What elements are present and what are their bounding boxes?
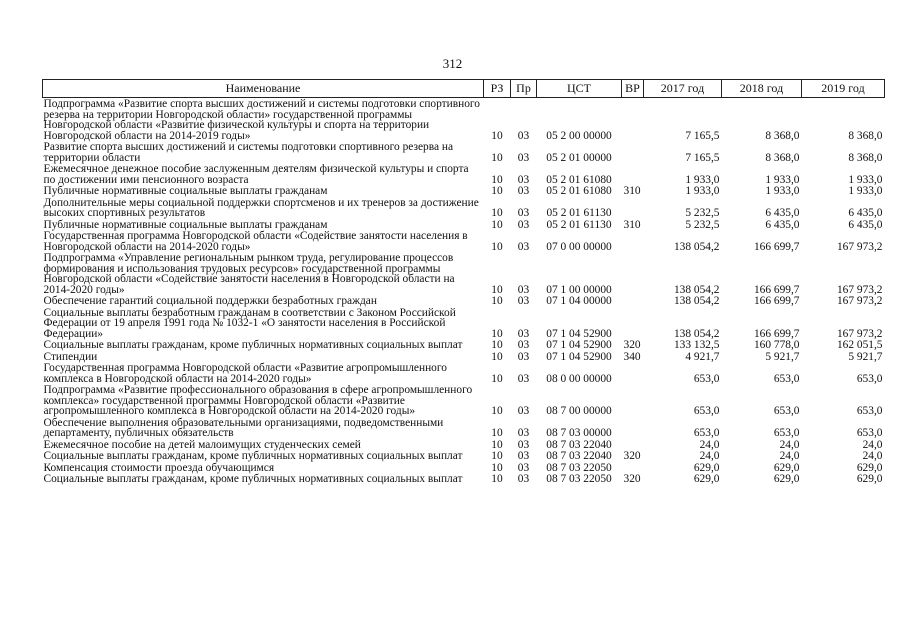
row-pr: 03 bbox=[517, 207, 530, 219]
row-name: Стипендии bbox=[43, 350, 98, 363]
row-rz: 10 bbox=[491, 151, 503, 164]
row-cst: 07 1 00 00000 bbox=[546, 283, 612, 296]
table-row bbox=[43, 141, 885, 163]
row-value-2017: 653,0 bbox=[693, 427, 720, 439]
table-row bbox=[43, 230, 885, 252]
row-value-2017: 138 054,2 bbox=[673, 327, 720, 340]
row-pr: 03 bbox=[517, 185, 530, 197]
row-rz: 10 bbox=[491, 461, 503, 474]
row-pr: 03 bbox=[517, 151, 530, 164]
row-cst: 05 2 01 61080 bbox=[546, 173, 612, 186]
row-vr: 310 bbox=[623, 218, 641, 231]
table-row bbox=[43, 339, 885, 351]
row-pr: 03 bbox=[517, 427, 530, 439]
row-vr: 320 bbox=[623, 450, 641, 462]
row-cst: 07 0 00 00000 bbox=[546, 240, 612, 253]
row-value-2017: 653,0 bbox=[693, 405, 720, 417]
row-name: Компенсация стоимости проезда обучающимся bbox=[43, 461, 275, 474]
table-row bbox=[43, 362, 885, 384]
row-vr bbox=[622, 384, 644, 417]
row-value-2017: 138 054,2 bbox=[673, 283, 720, 296]
row-value-2019: 8 368,0 bbox=[848, 151, 883, 164]
row-vr bbox=[622, 307, 644, 340]
row-name: Публичные нормативные социальные выплаты гражданам bbox=[43, 185, 328, 197]
row-pr: 03 bbox=[517, 372, 530, 385]
row-name: Социальные выплаты гражданам, кроме публичных нормативных социальных выплат bbox=[43, 450, 463, 462]
row-value-2017: 653,0 bbox=[693, 372, 720, 385]
row-value-2017: 5 232,5 bbox=[685, 207, 720, 219]
table-row bbox=[43, 462, 885, 474]
row-value-2018: 653,0 bbox=[773, 405, 800, 417]
row-name: Социальные выплаты гражданам, кроме публичных нормативных социальных выплат bbox=[43, 339, 463, 351]
row-value-2017: 7 165,5 bbox=[685, 151, 720, 164]
row-cst: 08 7 03 22050 bbox=[546, 461, 612, 474]
row-name: Ежемесячное денежное пособие заслуженным деятелям физической культуры и спорта по достижении ими пенсионного возраста bbox=[43, 163, 469, 186]
row-vr bbox=[622, 252, 644, 295]
budget-table bbox=[42, 79, 885, 485]
table-row bbox=[43, 417, 885, 439]
row-value-2017: 7 165,5 bbox=[685, 129, 720, 142]
row-vr: 320 bbox=[623, 339, 641, 351]
row-vr bbox=[622, 362, 644, 384]
row-rz: 10 bbox=[491, 240, 503, 253]
row-vr bbox=[622, 439, 644, 451]
col-header-pr: Пр bbox=[511, 80, 537, 98]
row-value-2018: 8 368,0 bbox=[765, 129, 800, 142]
row-name: Публичные нормативные социальные выплаты гражданам bbox=[43, 218, 328, 231]
row-value-2018: 166 699,7 bbox=[753, 327, 800, 340]
row-rz: 10 bbox=[491, 207, 503, 219]
row-value-2018: 166 699,7 bbox=[753, 240, 800, 253]
row-value-2019: 24,0 bbox=[862, 438, 883, 451]
row-value-2019: 1 933,0 bbox=[848, 185, 883, 197]
row-value-2017: 1 933,0 bbox=[685, 185, 720, 197]
row-rz: 10 bbox=[491, 185, 503, 197]
row-cst: 05 2 01 00000 bbox=[546, 151, 612, 164]
row-name: Социальные выплаты безработным гражданам в соответствии с Законом Российской Федерации от 19 апреля 1991 года № 1032-1 «О занятости населения в Российской Федерации» bbox=[43, 306, 456, 340]
row-name: Подпрограмма «Управление региональным рынком труда, регулирование процессов формирования и использования трудовых ресурсов» государственной программы Новгородской области «Содействие занятости населения в Новгородской области на 2014-2020 годы» bbox=[43, 252, 455, 296]
row-value-2019: 167 973,2 bbox=[836, 283, 883, 296]
col-header-rz: РЗ bbox=[484, 80, 511, 98]
row-name: Государственная программа Новгородской области «Содействие занятости населения в Новгородской области на 2014-2020 годы» bbox=[43, 230, 468, 253]
row-vr bbox=[622, 163, 644, 185]
row-vr bbox=[622, 417, 644, 439]
row-cst: 08 7 03 00000 bbox=[546, 427, 612, 439]
table-row bbox=[43, 351, 885, 363]
row-cst: 07 1 04 52900 bbox=[546, 350, 612, 363]
table-row bbox=[43, 384, 885, 417]
row-value-2018: 1 933,0 bbox=[765, 173, 800, 186]
row-value-2018: 24,0 bbox=[779, 438, 800, 451]
row-value-2017: 138 054,2 bbox=[673, 240, 720, 253]
row-vr bbox=[622, 98, 644, 142]
row-rz: 10 bbox=[491, 283, 503, 296]
row-name: Дополнительные меры социальной поддержки спортсменов и их тренеров за достижение высоких спортивных результатов bbox=[43, 196, 479, 219]
row-value-2017: 629,0 bbox=[693, 461, 720, 474]
table-row bbox=[43, 450, 885, 462]
table-row bbox=[43, 295, 885, 307]
row-value-2019: 24,0 bbox=[862, 450, 883, 462]
row-value-2019: 167 973,2 bbox=[836, 295, 883, 307]
table-row bbox=[43, 98, 885, 142]
row-rz: 10 bbox=[491, 450, 503, 462]
row-cst: 07 1 04 52900 bbox=[546, 339, 612, 351]
row-name: Подпрограмма «Развитие спорта высших достижений и системы подготовки спортивного резерва на территории Новгородской области» государственной программы Новгородской области «Развитие физической культуры и спорта на территории Новгородской области на 2014-2019 годы» bbox=[43, 98, 480, 142]
row-pr: 03 bbox=[517, 450, 530, 462]
row-value-2019: 167 973,2 bbox=[836, 240, 883, 253]
row-value-2019: 653,0 bbox=[856, 372, 883, 385]
row-value-2019: 8 368,0 bbox=[848, 129, 883, 142]
row-cst: 05 2 01 61080 bbox=[546, 185, 612, 197]
row-value-2017: 138 054,2 bbox=[673, 295, 720, 307]
row-value-2018: 1 933,0 bbox=[765, 185, 800, 197]
row-vr bbox=[622, 462, 644, 474]
row-pr: 03 bbox=[517, 405, 530, 417]
row-pr: 03 bbox=[517, 295, 530, 307]
page-number: 312 bbox=[442, 56, 463, 71]
col-header-2019: 2019 год bbox=[802, 80, 885, 98]
row-cst: 05 2 00 00000 bbox=[546, 129, 612, 142]
row-pr: 03 bbox=[517, 461, 530, 474]
table-body bbox=[43, 98, 885, 485]
row-value-2017: 4 921,7 bbox=[685, 350, 720, 363]
row-value-2018: 24,0 bbox=[779, 450, 800, 462]
row-value-2018: 8 368,0 bbox=[765, 151, 800, 164]
row-name: Обеспечение гарантий социальной поддержки безработных граждан bbox=[43, 295, 377, 307]
row-value-2017: 629,0 bbox=[693, 473, 720, 485]
row-vr bbox=[622, 295, 644, 307]
table-row bbox=[43, 219, 885, 231]
col-header-2018: 2018 год bbox=[722, 80, 802, 98]
row-value-2018: 160 778,0 bbox=[753, 339, 800, 351]
row-value-2017: 24,0 bbox=[699, 450, 720, 462]
row-vr bbox=[622, 141, 644, 163]
row-value-2017: 24,0 bbox=[699, 438, 720, 451]
row-value-2017: 1 933,0 bbox=[685, 173, 720, 186]
row-cst: 07 1 04 00000 bbox=[546, 295, 612, 307]
row-pr: 03 bbox=[517, 473, 530, 485]
row-pr: 03 bbox=[517, 129, 530, 142]
row-cst: 05 2 01 61130 bbox=[546, 218, 612, 231]
row-pr: 03 bbox=[517, 339, 530, 351]
row-value-2019: 1 933,0 bbox=[848, 173, 883, 186]
row-vr bbox=[622, 230, 644, 252]
table-row bbox=[43, 185, 885, 197]
row-rz: 10 bbox=[491, 405, 503, 417]
row-cst: 05 2 01 61130 bbox=[546, 207, 612, 219]
row-pr: 03 bbox=[517, 327, 530, 340]
row-value-2019: 162 051,5 bbox=[836, 339, 883, 351]
row-value-2019: 6 435,0 bbox=[848, 218, 883, 231]
row-value-2017: 133 132,5 bbox=[673, 339, 720, 351]
table-row bbox=[43, 197, 885, 219]
row-value-2019: 6 435,0 bbox=[848, 207, 883, 219]
row-value-2018: 653,0 bbox=[773, 372, 800, 385]
row-vr: 340 bbox=[623, 350, 641, 363]
table-row bbox=[43, 307, 885, 340]
row-value-2019: 629,0 bbox=[856, 473, 883, 485]
row-cst: 08 7 03 22040 bbox=[546, 450, 612, 462]
row-cst: 08 7 00 00000 bbox=[546, 405, 612, 417]
row-rz: 10 bbox=[491, 129, 503, 142]
row-value-2019: 629,0 bbox=[856, 461, 883, 474]
row-cst: 08 7 03 22040 bbox=[546, 438, 612, 451]
row-value-2017: 5 232,5 bbox=[685, 218, 720, 231]
table-row bbox=[43, 473, 885, 485]
table-row bbox=[43, 439, 885, 451]
row-name: Обеспечение выполнения образовательными организациями, подведомственными департаменту, публичных обязательств bbox=[43, 416, 444, 439]
row-value-2018: 6 435,0 bbox=[765, 218, 800, 231]
row-pr: 03 bbox=[517, 218, 530, 231]
row-rz: 10 bbox=[491, 295, 503, 307]
row-name: Ежемесячное пособие на детей малоимущих студенческих семей bbox=[43, 438, 361, 451]
row-vr: 310 bbox=[623, 185, 641, 197]
row-value-2018: 629,0 bbox=[773, 473, 800, 485]
col-header-cst: ЦСТ bbox=[537, 80, 622, 98]
row-value-2018: 629,0 bbox=[773, 461, 800, 474]
row-name: Государственная программа Новгородской области «Развитие агропромышленного комплекса в Новгородской области на 2014-2020 годы» bbox=[43, 362, 447, 385]
row-value-2018: 653,0 bbox=[773, 427, 800, 439]
row-value-2018: 166 699,7 bbox=[753, 283, 800, 296]
row-vr bbox=[622, 197, 644, 219]
row-cst: 08 0 00 00000 bbox=[546, 372, 612, 385]
row-cst: 08 7 03 22050 bbox=[546, 473, 612, 485]
table-row bbox=[43, 163, 885, 185]
row-name: Развитие спорта высших достижений и системы подготовки спортивного резерва на территории области bbox=[43, 141, 454, 164]
row-value-2018: 6 435,0 bbox=[765, 207, 800, 219]
row-rz: 10 bbox=[491, 218, 503, 231]
row-pr: 03 bbox=[517, 240, 530, 253]
table-header-row bbox=[43, 80, 885, 98]
col-header-name: Наименование bbox=[43, 80, 484, 98]
col-header-2017: 2017 год bbox=[644, 80, 722, 98]
row-rz: 10 bbox=[491, 473, 503, 485]
row-name: Подпрограмма «Развитие профессионального образования в сфере агропромышленного комплекса» государственной программы Новгородской области «Развитие агропромышленного комплекса в Новгородской области на 2014-2020 годы» bbox=[43, 384, 473, 417]
col-header-vr: ВР bbox=[622, 80, 644, 98]
row-vr: 320 bbox=[623, 473, 641, 485]
row-value-2019: 653,0 bbox=[856, 427, 883, 439]
row-rz: 10 bbox=[491, 339, 503, 351]
row-value-2018: 166 699,7 bbox=[753, 295, 800, 307]
row-cst: 07 1 04 52900 bbox=[546, 327, 612, 340]
row-pr: 03 bbox=[517, 350, 530, 363]
row-rz: 10 bbox=[491, 350, 503, 363]
table-row bbox=[43, 252, 885, 295]
row-rz: 10 bbox=[491, 438, 503, 451]
row-value-2019: 653,0 bbox=[856, 405, 883, 417]
row-rz: 10 bbox=[491, 173, 503, 186]
row-name: Социальные выплаты гражданам, кроме публичных нормативных социальных выплат bbox=[43, 473, 463, 485]
row-value-2019: 5 921,7 bbox=[848, 350, 883, 363]
row-pr: 03 bbox=[517, 173, 530, 186]
row-rz: 10 bbox=[491, 327, 503, 340]
row-pr: 03 bbox=[517, 438, 530, 451]
row-value-2019: 167 973,2 bbox=[836, 327, 883, 340]
row-pr: 03 bbox=[517, 283, 530, 296]
row-value-2018: 5 921,7 bbox=[765, 350, 800, 363]
row-rz: 10 bbox=[491, 427, 503, 439]
row-rz: 10 bbox=[491, 372, 503, 385]
